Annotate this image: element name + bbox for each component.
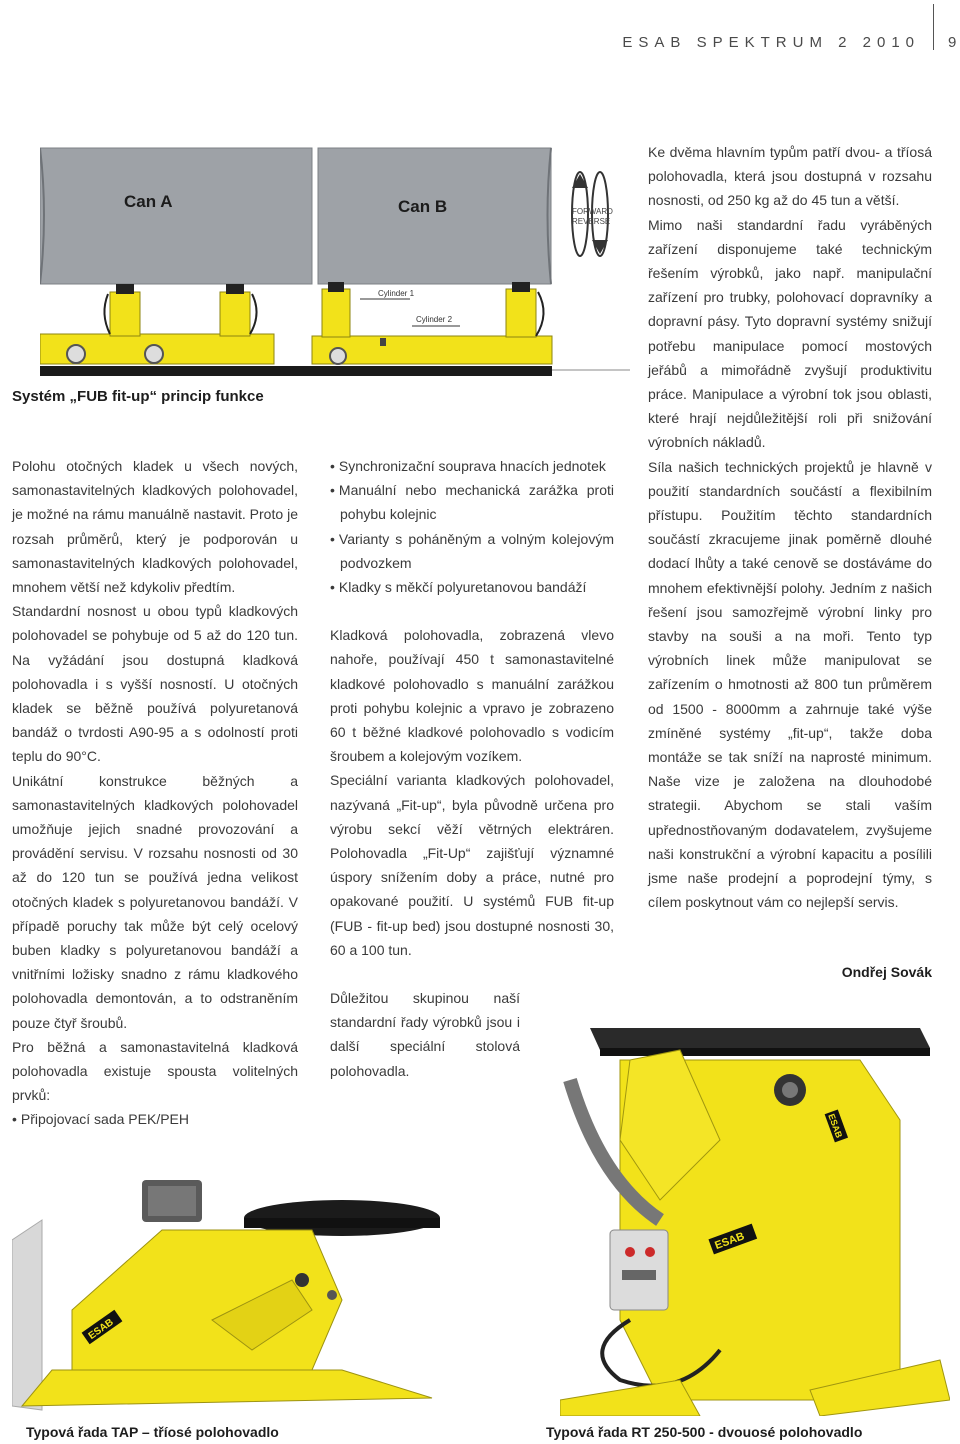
tap-positioner-photo	[12, 1170, 502, 1416]
paragraph: Polohu otočných kladek u všech nových, samonastavitelných kladkových polohovadel, je možné na rámu manuálně nastavit. Proto je rozsah průměrů, který je podporován u samonastavitelných kladkových polohovadel, mnohem větší než kdykoliv předtím.	[12, 458, 298, 596]
paragraph: Kladková polohovadla, zobrazená vlevo nahoře, používají 450 t samonastavitelné kladkové polohovadlo s manuální zarážkou proti pohybu kolejnic a vpravo je zobrazeno 60 t běžné kladkové polohovadlo s vodicím šroubem a kolejovým vozíkem.	[330, 627, 614, 765]
can-a-label: Can A	[124, 192, 173, 211]
paragraph: Speciální varianta kladkových polohovadel, nazývaná „Fit-up“, byla původně určena pro výrobu sekcí věží větrných elektráren. Polohovadla „Fit-Up“ zajišťují významné úspory snížením doby a práce, nutné pro opakované použití. U systémů FUB fit-up (FUB - fit-up bed) jsou dostupné nosnosti 30, 60 a 100 tun.	[330, 772, 614, 958]
middle-column	[330, 454, 614, 1083]
list-item: • Kladky s měkčí polyuretanovou bandáží	[330, 575, 614, 599]
author-signature: Ondřej Sovák	[841, 964, 932, 980]
can-a-vessel	[40, 148, 312, 284]
fub-fitup-diagram	[40, 144, 630, 380]
left-photo-caption: Typová řada TAP – tříosé polohovadlo	[26, 1424, 279, 1440]
list-item: • Manuální nebo mechanická zarážka proti pohybu kolejnic	[330, 478, 614, 526]
options-list	[12, 1107, 298, 1131]
paragraph: Mimo naši standardní řadu vyráběných zařízení disponujeme také technickým řešením výrobků, jako např. manipulační zařízení pro trubky, polohovací dopravníky a dopravní pásy. Tyto dopravní systémy snižují potřebu manipulace pomocí mostových jeřábů a mimořádně zvyšují produktivitu práce. Manipulace a výrobní tok jsou oblasti, které hrají nejdůležitější roli při snižování výrobních nákladů.	[648, 216, 932, 451]
options-list	[330, 454, 614, 599]
cylinder-1-label: Cylinder 1	[378, 289, 415, 298]
svg-text:ESAB: ESAB	[713, 1230, 747, 1253]
paragraph: Unikátní konstrukce běžných a samonastavitelných kladkových polohovadel umožňuje jejich snadné provozování a provádění servisu. V rozsahu nosnosti od 30 až do 120 tun se používá jedna velikost otočných kladek s polyuretanovou bandáží. V případě poruchy tak může být celý ocelový buben kladky s polyuretanovou bandáží a vnitřními ložisky snadno z rámu kladkového polohovadla demontován, a to odstraněním pouze čtyř šroubů.	[12, 772, 298, 1031]
left-column	[12, 454, 298, 1132]
paragraph: Síla našich technických projektů je hlavně v použití standardních součástí a flexibilním přístupu. Použitím těchto standardních součástí zkracujeme jinak poměrně dlouhé dodací lhůty a také cenově se dostáváme do mnohem efektivnější polohy. Jedním z našich řešení jsou samozřejmě výrobní linky pro stavby na souši a na moři. Tento typ výrobních linek může manipulovat se zařízením o hmotnosti až 800 tun průměrem od 1500 - 8000mm a zahrnuje také výše zmíněné systémy „fit-up“, takže doba montáže se tak sníží na naprosté minimum. Naše vize je založena na dlouhodobé strategii. Abychom se stali vaším upřednostňovaným dodavatelem, zvyšujeme naši konstrukční a výrobní kapacitu a posílili jsme naše prodejní a poprodejní týmy, s cílem poskytnout vám co nejlepší servis.	[648, 458, 932, 911]
cylinder-2-label: Cylinder 2	[416, 315, 453, 324]
forward-label: FORWARD	[572, 207, 613, 216]
paragraph: Ke dvěma hlavním typům patří dvou- a tříosá polohovadla, která jsou dostupná v rozsahu nosnosti, od 250 kg až do 45 tun a větší.	[648, 144, 932, 209]
header-divider	[933, 4, 934, 50]
page-number: 9	[948, 34, 957, 51]
paragraph: Pro běžná a samonastavitelná kladková polohovadla existuje spousta volitelných prvků:	[12, 1038, 298, 1104]
svg-text:ESAB: ESAB	[826, 1112, 845, 1140]
left-roller-cart	[40, 284, 274, 364]
paragraph: Důležitou skupinou naší standardní řady výrobků jsou i další speciální stolová polohovadla.	[330, 990, 520, 1079]
right-column	[648, 140, 932, 915]
right-photo-caption: Typová řada RT 250-500 - dvouosé polohovadlo	[546, 1424, 863, 1440]
reverse-label: REVERSE	[572, 217, 611, 226]
publication-title: ESAB SPEKTRUM 2 2010	[622, 34, 920, 51]
paragraph: Standardní nosnost u obou typů kladkových polohovadel se pohybuje od 5 až do 120 tun. Na vyžádání jsou dostupná kladková polohovadla i s vyšší nosností. U otočných kladek se běžně používá polyuretanová bandáž o tvrdosti A90-95 a s odolností proti teplu do 90°C.	[12, 603, 298, 765]
can-b-label: Can B	[398, 197, 448, 216]
svg-text:ESAB: ESAB	[86, 1316, 116, 1342]
can-b-vessel	[318, 148, 551, 284]
list-item: • Synchronizační souprava hnacích jednotek	[330, 454, 614, 478]
list-item: • Varianty s poháněným a volným kolejovým podvozkem	[330, 527, 614, 575]
list-item: • Připojovací sada PEK/PEH	[12, 1107, 298, 1131]
rt-positioner-photo	[560, 1020, 950, 1416]
section-title: Systém „FUB fit-up“ princip funkce	[12, 388, 264, 405]
